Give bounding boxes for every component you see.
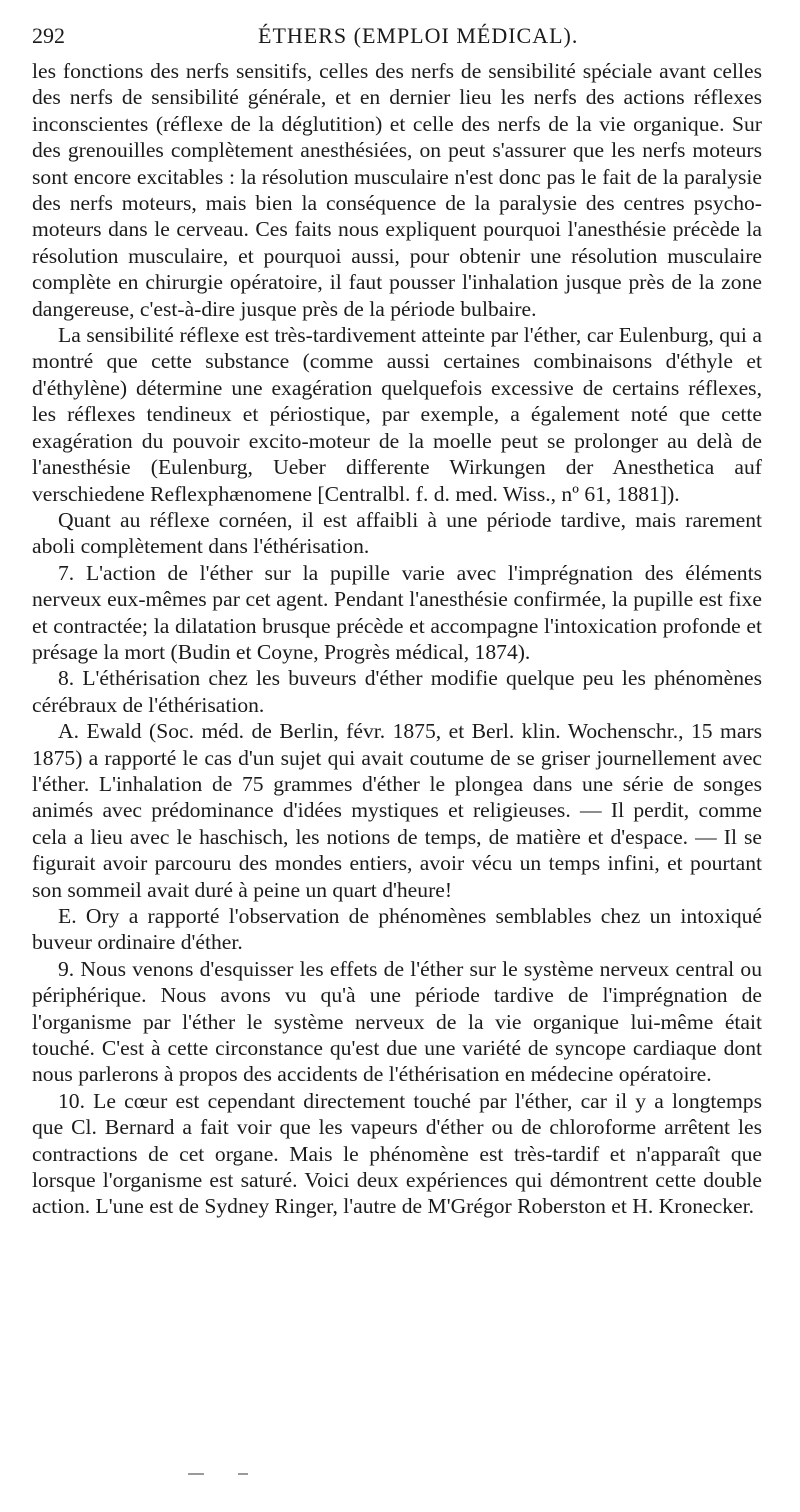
- page-header: [32, 22, 762, 50]
- body-text: [32, 58, 762, 1220]
- paragraph-reflex-sensitivity: La sensibilité réflexe est très-tardivement atteinte par l'éther, car Eulenburg, qui a montré que cette substance (comme aussi certaines combinaisons d'éthyle et d'éthylène) détermine une exagération quelquefois excessive de certains réflexes, les réflexes tendineux et périostique, par exemple, a également noté que cette exagération du pouvoir excito-moteur de la moelle peut se prolonger au delà de l'anesthésie (Eulenburg, Ueber differente Wirkungen der Anesthetica auf verschiedene Reflexphænomene [Centralbl. f. d. med. Wiss., nº 61, 1881]).: [32, 323, 762, 506]
- paragraph-continuation: les fonctions des nerfs sensitifs, celles des nerfs de sensibilité spéciale avant celles des nerfs de sensibilité générale, et en dernier lieu les nerfs des actions réflexes inconscientes (réflexe de la déglutition) et celle des nerfs de la vie organique. Sur des grenouilles complètement anesthésiées, on peut s'assurer que les nerfs moteurs sont encore excitables : la résolution musculaire n'est donc pas le fait de la paralysie des nerfs moteurs, mais bien la conséquence de la paralysie des centres psycho-moteurs dans le cerveau. Ces faits nous expliquent pourquoi l'anesthésie précède la résolution musculaire, et pourquoi aussi, pour obtenir une résolution musculaire complète en chirurgie opératoire, il faut pousser l'inhalation jusque près de la zone dangereuse, c'est-à-dire jusque près de la période bulbaire.: [32, 59, 762, 321]
- paragraph-ewald-case: A. Ewald (Soc. méd. de Berlin, févr. 1875, et Berl. klin. Wochenschr., 15 mars 1875) a rapporté le cas d'un sujet qui avait coutume de se griser journellement avec l'éther. L'inhalation de 75 grammes d'éther le plongea dans une série de songes animés avec prédominance d'idées mystiques et religieuses. — Il perdit, comme cela a lieu avec le haschisch, les notions de temps, de matière et d'espace. — Il se figurait avoir parcouru des mondes entiers, avoir vécu un temps infini, et pourtant son sommeil avait duré à peine un quart d'heure!: [32, 719, 762, 902]
- page-number: 292: [32, 23, 65, 48]
- paragraph-corneal-reflex: Quant au réflexe cornéen, il est affaibli à une période tardive, mais rarement aboli complètement dans l'éthérisation.: [32, 507, 762, 559]
- scan-specks: [188, 1473, 258, 1477]
- running-head: ÉTHERS (EMPLOI MÉDICAL).: [258, 23, 579, 48]
- paragraph-ory-observation: E. Ory a rapporté l'observation de phénomènes semblables chez un intoxiqué buveur ordinaire d'éther.: [32, 904, 762, 955]
- paragraph-9-nervous-system: 9. Nous venons d'esquisser les effets de l'éther sur le système nerveux central ou périphérique. Nous avons vu qu'à une période tardive de l'imprégnation de l'organisme par l'éther le système nerveux de la vie organique lui-même était touché. C'est à cette circonstance qu'est due une variété de syncope cardiaque dont nous parlerons à propos des accidents de l'éthérisation en médecine opératoire.: [32, 956, 762, 1087]
- paragraph-7-pupil: 7. L'action de l'éther sur la pupille varie avec l'imprégnation des éléments nerveux eux-mêmes par cet agent. Pendant l'anesthésie confirmée, la pupille est fixe et contractée; la dilatation brusque précède et accompagne l'intoxication profonde et présage la mort (Budin et Coyne, Progrès médical, 1874).: [32, 560, 762, 664]
- paragraph-8-ether-drinkers: 8. L'éthérisation chez les buveurs d'éther modifie quelque peu les phénomènes cérébraux de l'éthérisation.: [32, 666, 762, 717]
- paragraph-10-heart: 10. Le cœur est cependant directement touché par l'éther, car il y a longtemps que Cl. Bernard a fait voir que les vapeurs d'éther ou de chloroforme arrêtent les contractions de cet organe. Mais le phénomène est très-tardif et n'apparaît que lorsque l'organisme est saturé. Voici deux expériences qui démontrent cette double action. L'une est de Sydney Ringer, l'autre de M'Grégor Roberston et H. Kronecker.: [32, 1088, 762, 1219]
